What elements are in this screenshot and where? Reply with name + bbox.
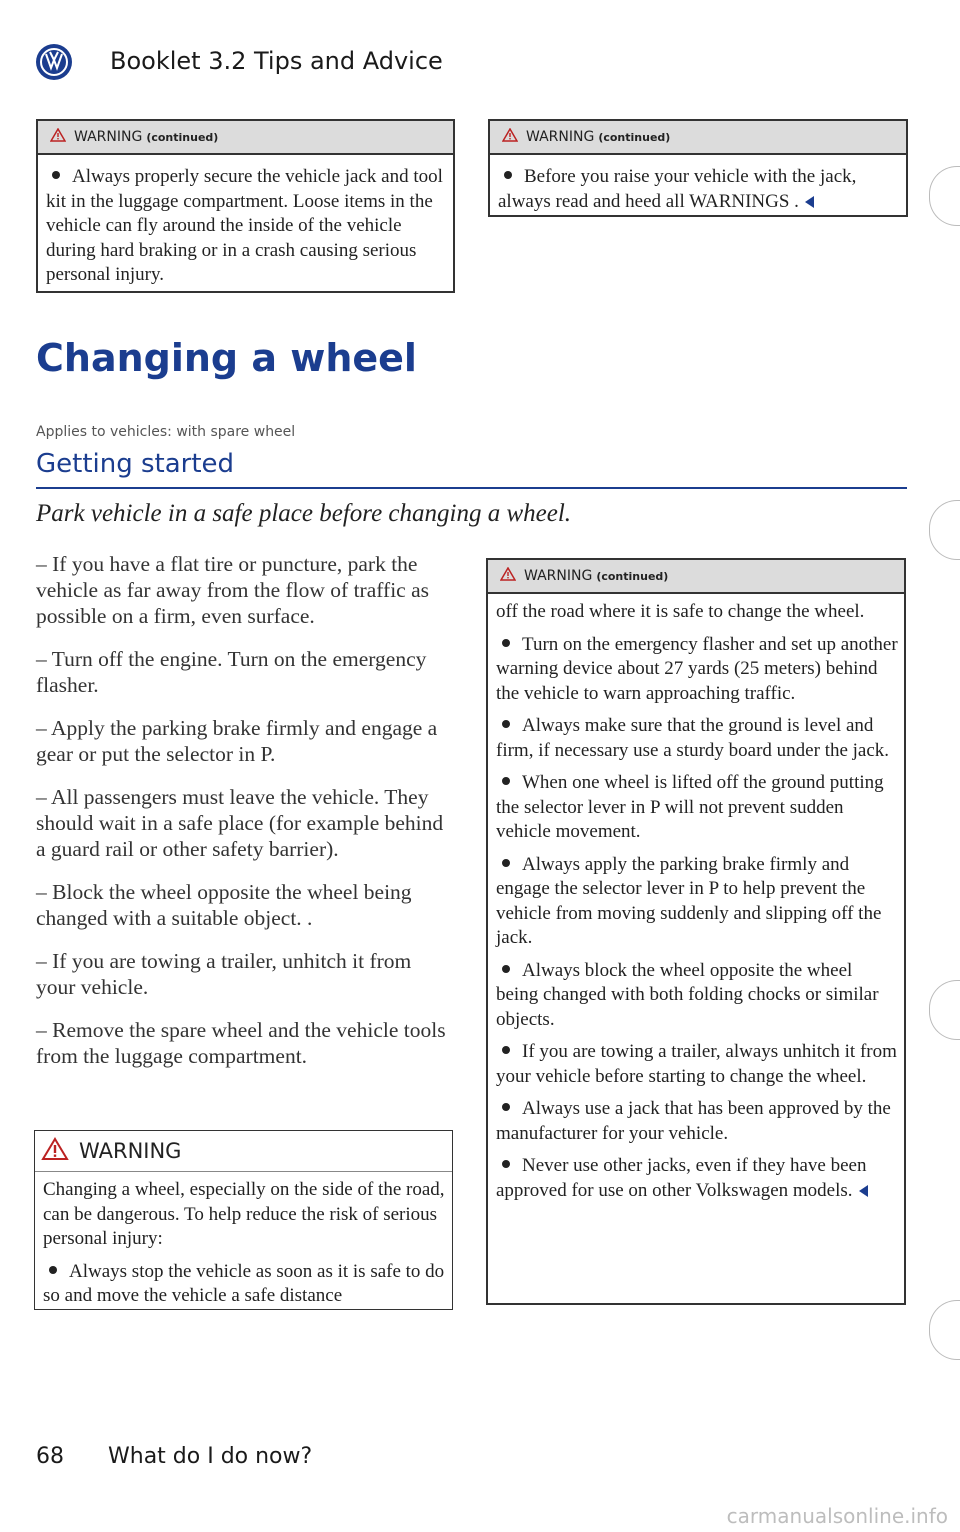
step-item: – Apply the parking brake firmly and engage a gear or put the selector in P. — [36, 716, 438, 766]
warning-box-bottom-right — [486, 558, 906, 1305]
bullet-icon — [502, 1103, 510, 1111]
bullet-icon — [502, 777, 510, 785]
heading-divider — [36, 487, 907, 489]
warning-label: WARNING — [79, 1139, 182, 1163]
bullet-icon — [502, 1160, 510, 1168]
step-item: – Block the wheel opposite the wheel being changed with a suitable object. . — [36, 880, 412, 930]
margin-tab — [929, 980, 960, 1040]
warning-bullet: Always use a jack that has been approved by the manufacturer for your vehicle. — [496, 1098, 891, 1144]
warning-continued: (continued) — [596, 569, 669, 583]
warning-header — [488, 560, 904, 594]
warning-header — [490, 121, 906, 155]
warning-continued: (continued) — [598, 130, 671, 144]
warning-bullet: Always stop the vehicle as soon as it is safe to do so and move the vehicle a safe distance — [43, 1260, 445, 1306]
warning-continued: (continued) — [146, 130, 219, 144]
bullet-icon — [502, 639, 510, 647]
margin-tab — [929, 500, 960, 560]
bullet-icon — [52, 171, 60, 179]
step-item: – If you have a flat tire or puncture, park the vehicle as far away from the flow of traffic as possible on a firm, even surface. — [36, 552, 429, 628]
sub-heading: Getting started — [36, 449, 235, 479]
vw-logo-icon — [36, 44, 72, 80]
warning-box-bottom-left — [34, 1130, 453, 1310]
warning-bullet: Always block the wheel opposite the wheel being changed with both folding chocks or similar objects. — [496, 959, 879, 1030]
warning-triangle-icon — [41, 1137, 69, 1166]
warning-intro: Changing a wheel, especially on the side of the road, can be dangerous. To help reduce the risk of serious personal injury: — [43, 1179, 445, 1249]
warning-box-top-left — [36, 119, 455, 293]
warning-triangle-icon — [500, 567, 516, 585]
warning-intro: off the road where it is safe to change the wheel. — [496, 601, 865, 622]
warning-header — [35, 1131, 452, 1172]
page-number: 68 — [36, 1444, 64, 1469]
bullet-icon — [49, 1266, 57, 1274]
watermark: carmanualsonline.info — [726, 1504, 948, 1528]
end-marker-icon — [859, 1185, 868, 1197]
bullet-icon — [502, 965, 510, 973]
warning-label: WARNING — [526, 129, 595, 145]
bullet-icon — [504, 171, 512, 179]
booklet-title: Booklet 3.2 Tips and Advice — [110, 47, 443, 75]
steps-list — [36, 551, 454, 1086]
warning-triangle-icon — [50, 128, 66, 146]
warning-bullet: When one wheel is lifted off the ground putting the selector lever in P will not prevent sudden vehicle movement. — [496, 772, 884, 842]
bullet-icon — [502, 859, 510, 867]
warning-bullet: Never use other jacks, even if they have been approved for use on other Volkswagen models. — [496, 1155, 867, 1201]
step-item: – Turn off the engine. Turn on the emergency flasher. — [36, 647, 427, 697]
intro-text: Park vehicle in a safe place before changing a wheel. — [36, 500, 572, 527]
warning-box-top-right — [488, 119, 908, 217]
warning-bullet: If you are towing a trailer, always unhitch it from your vehicle before starting to change the wheel. — [496, 1041, 897, 1087]
warning-bullet: Always make sure that the ground is level and firm, if necessary use a sturdy board under the jack. — [496, 715, 890, 761]
warning-label: WARNING — [74, 129, 143, 145]
warning-bullet: Turn on the emergency flasher and set up another warning device about 27 yards (25 meters) behind the vehicle to warn approaching traffic. — [496, 633, 898, 704]
step-item: – If you are towing a trailer, unhitch it from your vehicle. — [36, 949, 412, 999]
step-item: – All passengers must leave the vehicle. They should wait in a safe place (for example behind a guard rail or other safety barrier). — [36, 785, 444, 861]
step-item: – Remove the spare wheel and the vehicle tools from the luggage compartment. — [36, 1018, 446, 1068]
bullet-icon — [502, 720, 510, 728]
margin-tab — [929, 1300, 960, 1360]
footer-title: What do I do now? — [108, 1444, 313, 1469]
end-marker-icon — [805, 196, 814, 208]
margin-tab — [929, 166, 960, 226]
bullet-icon — [502, 1046, 510, 1054]
warning-triangle-icon — [502, 128, 518, 146]
warning-header — [38, 121, 453, 155]
warning-label: WARNING — [524, 568, 593, 584]
warning-text: Before you raise your vehicle with the jack, always read and heed all WARNINGS . — [498, 166, 857, 212]
warning-bullet: Always apply the parking brake firmly and engage the selector lever in P to help prevent the vehicle from moving suddenly and slipping off the jack. — [496, 853, 882, 948]
applies-to-note: Applies to vehicles: with spare wheel — [36, 424, 296, 440]
section-heading: Changing a wheel — [36, 336, 417, 380]
warning-text: Always properly secure the vehicle jack and tool kit in the luggage compartment. Loose items in the vehicle can fly around the inside of the vehicle during hard braking or in a crash causing serious personal injury. — [46, 166, 443, 285]
